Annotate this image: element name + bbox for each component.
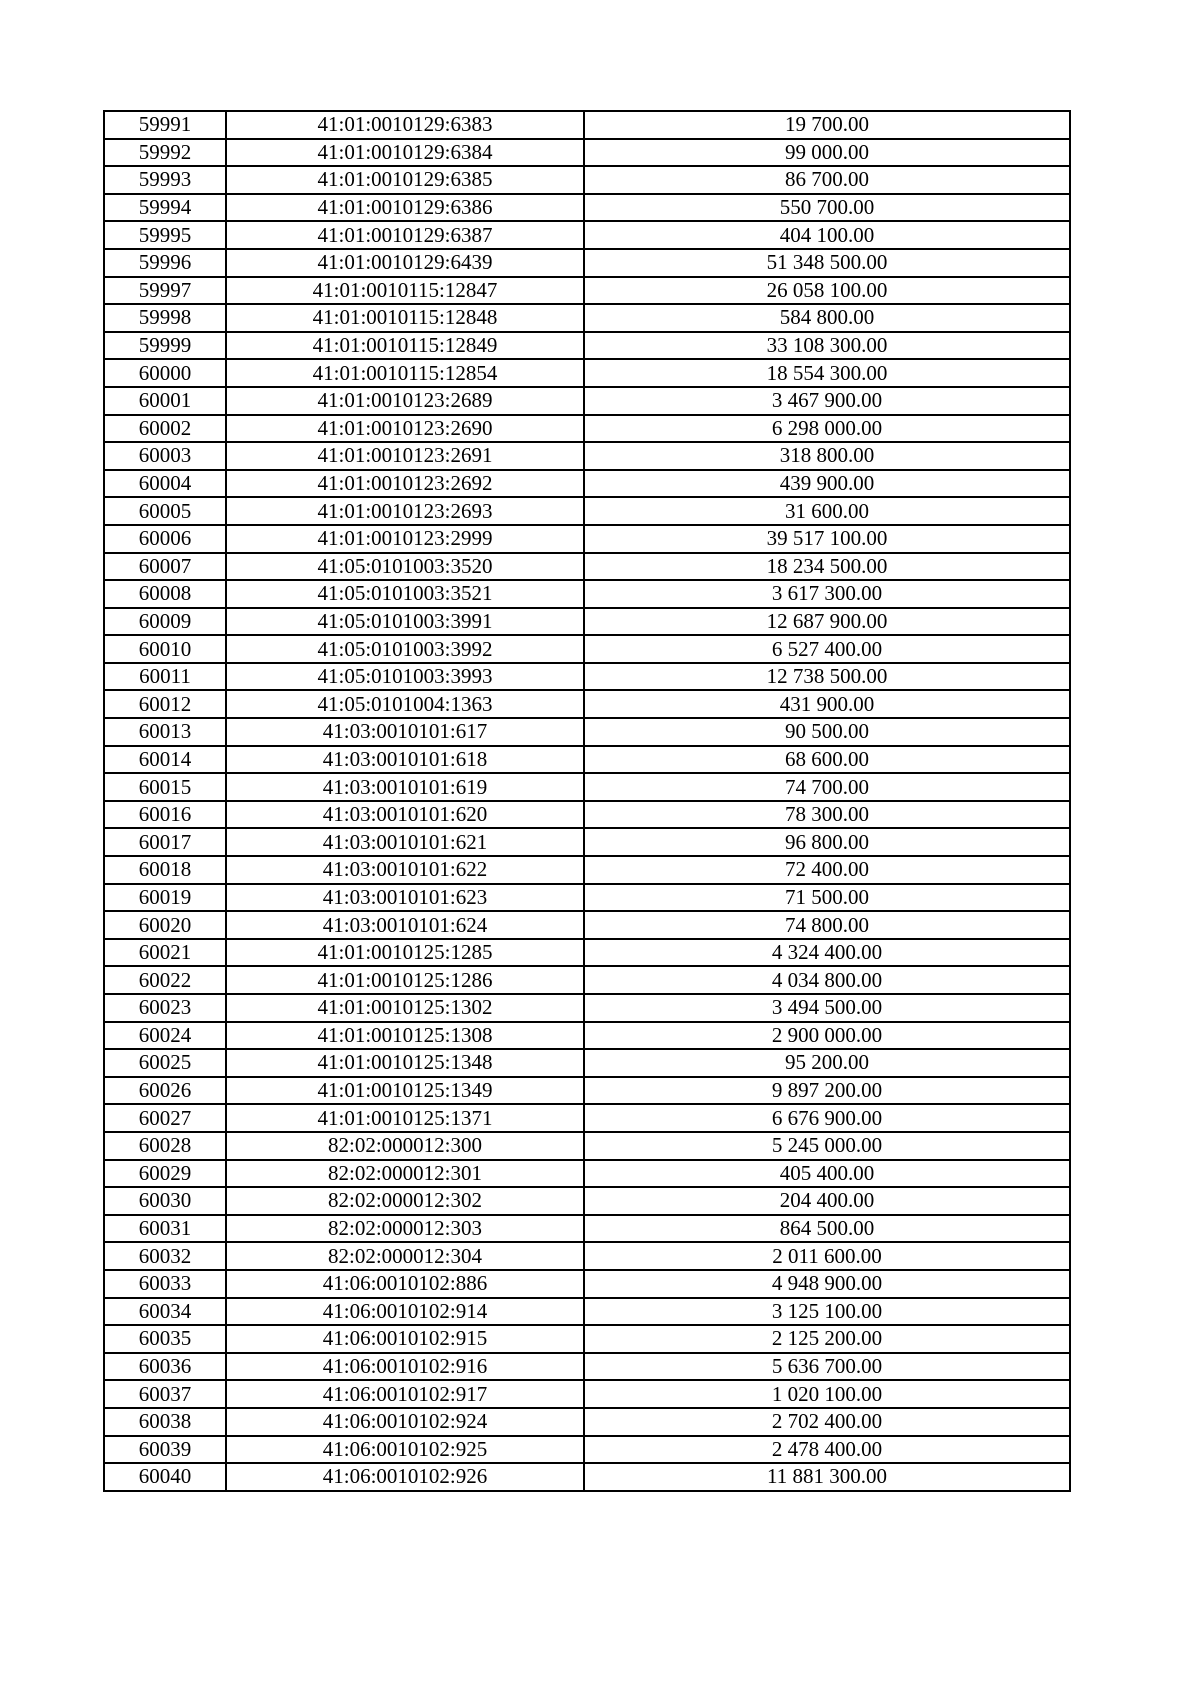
table-row [104, 801, 1070, 829]
cadastral-number-cell: 41:05:0101004:1363 [226, 690, 584, 718]
cadastral-value-table [103, 110, 1071, 1492]
cadastral-value-cell: 404 100.00 [584, 221, 1070, 249]
row-number-cell: 60016 [104, 801, 226, 829]
cadastral-number-cell: 82:02:000012:301 [226, 1160, 584, 1188]
cadastral-number-cell: 41:06:0010102:926 [226, 1463, 584, 1491]
row-number-cell: 60017 [104, 828, 226, 856]
cadastral-value-cell: 90 500.00 [584, 718, 1070, 746]
cadastral-value-cell: 6 676 900.00 [584, 1104, 1070, 1132]
table-row [104, 608, 1070, 636]
table-body [104, 111, 1070, 1491]
table-row [104, 1298, 1070, 1326]
cadastral-value-cell: 3 617 300.00 [584, 580, 1070, 608]
table-row [104, 194, 1070, 222]
cadastral-value-cell: 3 494 500.00 [584, 994, 1070, 1022]
row-number-cell: 60006 [104, 525, 226, 553]
cadastral-number-cell: 41:05:0101003:3991 [226, 608, 584, 636]
row-number-cell: 60015 [104, 773, 226, 801]
row-number-cell: 60039 [104, 1436, 226, 1464]
cadastral-number-cell: 41:03:0010101:624 [226, 911, 584, 939]
row-number-cell: 59991 [104, 111, 226, 139]
table-row [104, 359, 1070, 387]
cadastral-value-cell: 318 800.00 [584, 442, 1070, 470]
cadastral-number-cell: 41:01:0010115:12854 [226, 359, 584, 387]
row-number-cell: 60000 [104, 359, 226, 387]
row-number-cell: 60023 [104, 994, 226, 1022]
cadastral-value-cell: 4 324 400.00 [584, 939, 1070, 967]
row-number-cell: 60001 [104, 387, 226, 415]
row-number-cell: 59992 [104, 139, 226, 167]
cadastral-number-cell: 41:01:0010125:1308 [226, 1022, 584, 1050]
table-row [104, 525, 1070, 553]
table-row [104, 1215, 1070, 1243]
cadastral-number-cell: 41:06:0010102:924 [226, 1408, 584, 1436]
row-number-cell: 60009 [104, 608, 226, 636]
row-number-cell: 60011 [104, 663, 226, 691]
table-row [104, 249, 1070, 277]
cadastral-value-cell: 72 400.00 [584, 856, 1070, 884]
cadastral-number-cell: 41:03:0010101:619 [226, 773, 584, 801]
table-row [104, 1325, 1070, 1353]
cadastral-number-cell: 41:01:0010125:1371 [226, 1104, 584, 1132]
cadastral-number-cell: 41:05:0101003:3521 [226, 580, 584, 608]
row-number-cell: 59997 [104, 277, 226, 305]
row-number-cell: 60004 [104, 470, 226, 498]
row-number-cell: 60033 [104, 1270, 226, 1298]
cadastral-number-cell: 41:06:0010102:925 [226, 1436, 584, 1464]
table-row [104, 277, 1070, 305]
table-row [104, 1132, 1070, 1160]
row-number-cell: 60025 [104, 1049, 226, 1077]
row-number-cell: 60037 [104, 1380, 226, 1408]
cadastral-value-cell: 33 108 300.00 [584, 332, 1070, 360]
cadastral-number-cell: 41:06:0010102:915 [226, 1325, 584, 1353]
row-number-cell: 59993 [104, 166, 226, 194]
cadastral-number-cell: 41:01:0010123:2693 [226, 497, 584, 525]
cadastral-number-cell: 41:06:0010102:914 [226, 1298, 584, 1326]
cadastral-value-cell: 12 738 500.00 [584, 663, 1070, 691]
cadastral-value-cell: 2 900 000.00 [584, 1022, 1070, 1050]
cadastral-number-cell: 41:01:0010115:12849 [226, 332, 584, 360]
row-number-cell: 59998 [104, 304, 226, 332]
row-number-cell: 60024 [104, 1022, 226, 1050]
row-number-cell: 60019 [104, 884, 226, 912]
cadastral-number-cell: 82:02:000012:303 [226, 1215, 584, 1243]
table-row [104, 442, 1070, 470]
cadastral-number-cell: 41:01:0010123:2692 [226, 470, 584, 498]
table-row [104, 966, 1070, 994]
table-row [104, 332, 1070, 360]
cadastral-value-cell: 68 600.00 [584, 746, 1070, 774]
cadastral-number-cell: 82:02:000012:304 [226, 1242, 584, 1270]
row-number-cell: 60031 [104, 1215, 226, 1243]
table-row [104, 1049, 1070, 1077]
row-number-cell: 60029 [104, 1160, 226, 1188]
cadastral-number-cell: 41:01:0010125:1286 [226, 966, 584, 994]
cadastral-value-cell: 2 478 400.00 [584, 1436, 1070, 1464]
table-row [104, 884, 1070, 912]
cadastral-value-cell: 71 500.00 [584, 884, 1070, 912]
row-number-cell: 60020 [104, 911, 226, 939]
row-number-cell: 60002 [104, 415, 226, 443]
cadastral-value-cell: 439 900.00 [584, 470, 1070, 498]
table-row [104, 1104, 1070, 1132]
row-number-cell: 60012 [104, 690, 226, 718]
row-number-cell: 60005 [104, 497, 226, 525]
cadastral-value-cell: 405 400.00 [584, 1160, 1070, 1188]
cadastral-number-cell: 41:01:0010125:1302 [226, 994, 584, 1022]
table-row [104, 1077, 1070, 1105]
cadastral-number-cell: 41:01:0010123:2689 [226, 387, 584, 415]
cadastral-number-cell: 41:05:0101003:3520 [226, 553, 584, 581]
row-number-cell: 60018 [104, 856, 226, 884]
table-row [104, 773, 1070, 801]
cadastral-number-cell: 41:01:0010129:6386 [226, 194, 584, 222]
cadastral-number-cell: 41:05:0101003:3993 [226, 663, 584, 691]
table-row [104, 1187, 1070, 1215]
table-row [104, 1436, 1070, 1464]
cadastral-number-cell: 41:01:0010123:2691 [226, 442, 584, 470]
row-number-cell: 60032 [104, 1242, 226, 1270]
row-number-cell: 60028 [104, 1132, 226, 1160]
cadastral-value-cell: 39 517 100.00 [584, 525, 1070, 553]
row-number-cell: 60014 [104, 746, 226, 774]
table-row [104, 221, 1070, 249]
cadastral-number-cell: 41:06:0010102:886 [226, 1270, 584, 1298]
cadastral-value-cell: 5 245 000.00 [584, 1132, 1070, 1160]
table-row [104, 1242, 1070, 1270]
table-row [104, 580, 1070, 608]
table-row [104, 663, 1070, 691]
cadastral-number-cell: 41:01:0010115:12847 [226, 277, 584, 305]
cadastral-value-cell: 6 298 000.00 [584, 415, 1070, 443]
cadastral-number-cell: 41:03:0010101:618 [226, 746, 584, 774]
row-number-cell: 60021 [104, 939, 226, 967]
row-number-cell: 60026 [104, 1077, 226, 1105]
table-row [104, 470, 1070, 498]
cadastral-value-cell: 4 948 900.00 [584, 1270, 1070, 1298]
cadastral-number-cell: 41:01:0010129:6385 [226, 166, 584, 194]
cadastral-number-cell: 41:03:0010101:622 [226, 856, 584, 884]
row-number-cell: 60036 [104, 1353, 226, 1381]
table-row [104, 828, 1070, 856]
cadastral-value-cell: 864 500.00 [584, 1215, 1070, 1243]
table-row [104, 553, 1070, 581]
table-row [104, 1022, 1070, 1050]
cadastral-value-cell: 31 600.00 [584, 497, 1070, 525]
table-row [104, 994, 1070, 1022]
cadastral-value-cell: 3 125 100.00 [584, 1298, 1070, 1326]
cadastral-value-cell: 431 900.00 [584, 690, 1070, 718]
row-number-cell: 60013 [104, 718, 226, 746]
row-number-cell: 60008 [104, 580, 226, 608]
cadastral-value-cell: 2 702 400.00 [584, 1408, 1070, 1436]
cadastral-value-cell: 6 527 400.00 [584, 635, 1070, 663]
cadastral-value-cell: 204 400.00 [584, 1187, 1070, 1215]
cadastral-number-cell: 82:02:000012:302 [226, 1187, 584, 1215]
cadastral-value-cell: 1 020 100.00 [584, 1380, 1070, 1408]
row-number-cell: 59999 [104, 332, 226, 360]
cadastral-number-cell: 41:03:0010101:621 [226, 828, 584, 856]
table-row [104, 635, 1070, 663]
table-row [104, 1463, 1070, 1491]
row-number-cell: 60022 [104, 966, 226, 994]
cadastral-value-cell: 26 058 100.00 [584, 277, 1070, 305]
cadastral-number-cell: 41:05:0101003:3992 [226, 635, 584, 663]
row-number-cell: 60034 [104, 1298, 226, 1326]
cadastral-value-cell: 18 554 300.00 [584, 359, 1070, 387]
table-row [104, 304, 1070, 332]
row-number-cell: 60007 [104, 553, 226, 581]
cadastral-value-cell: 74 800.00 [584, 911, 1070, 939]
cadastral-value-cell: 95 200.00 [584, 1049, 1070, 1077]
cadastral-value-cell: 11 881 300.00 [584, 1463, 1070, 1491]
cadastral-number-cell: 41:06:0010102:917 [226, 1380, 584, 1408]
cadastral-number-cell: 41:03:0010101:620 [226, 801, 584, 829]
cadastral-value-cell: 86 700.00 [584, 166, 1070, 194]
table-row [104, 166, 1070, 194]
row-number-cell: 60027 [104, 1104, 226, 1132]
cadastral-value-cell: 74 700.00 [584, 773, 1070, 801]
cadastral-value-cell: 4 034 800.00 [584, 966, 1070, 994]
cadastral-number-cell: 41:03:0010101:617 [226, 718, 584, 746]
cadastral-number-cell: 41:01:0010129:6383 [226, 111, 584, 139]
table-row [104, 911, 1070, 939]
cadastral-number-cell: 82:02:000012:300 [226, 1132, 584, 1160]
cadastral-value-cell: 99 000.00 [584, 139, 1070, 167]
table-row [104, 139, 1070, 167]
cadastral-value-cell: 51 348 500.00 [584, 249, 1070, 277]
cadastral-number-cell: 41:01:0010125:1348 [226, 1049, 584, 1077]
table-row [104, 1353, 1070, 1381]
table-row [104, 1380, 1070, 1408]
cadastral-value-cell: 5 636 700.00 [584, 1353, 1070, 1381]
cadastral-value-cell: 2 011 600.00 [584, 1242, 1070, 1270]
cadastral-value-cell: 3 467 900.00 [584, 387, 1070, 415]
cadastral-number-cell: 41:01:0010129:6439 [226, 249, 584, 277]
row-number-cell: 60038 [104, 1408, 226, 1436]
table-row [104, 746, 1070, 774]
cadastral-value-cell: 584 800.00 [584, 304, 1070, 332]
table-row [104, 1160, 1070, 1188]
row-number-cell: 60003 [104, 442, 226, 470]
row-number-cell: 60035 [104, 1325, 226, 1353]
row-number-cell: 60040 [104, 1463, 226, 1491]
cadastral-value-cell: 2 125 200.00 [584, 1325, 1070, 1353]
cadastral-number-cell: 41:01:0010129:6387 [226, 221, 584, 249]
cadastral-number-cell: 41:01:0010123:2690 [226, 415, 584, 443]
table-row [104, 690, 1070, 718]
cadastral-number-cell: 41:01:0010129:6384 [226, 139, 584, 167]
cadastral-number-cell: 41:01:0010115:12848 [226, 304, 584, 332]
cadastral-value-cell: 550 700.00 [584, 194, 1070, 222]
cadastral-value-cell: 18 234 500.00 [584, 553, 1070, 581]
cadastral-value-cell: 12 687 900.00 [584, 608, 1070, 636]
cadastral-number-cell: 41:01:0010125:1349 [226, 1077, 584, 1105]
cadastral-number-cell: 41:03:0010101:623 [226, 884, 584, 912]
cadastral-number-cell: 41:06:0010102:916 [226, 1353, 584, 1381]
table-row [104, 1408, 1070, 1436]
table-row [104, 1270, 1070, 1298]
table-row [104, 718, 1070, 746]
cadastral-value-cell: 9 897 200.00 [584, 1077, 1070, 1105]
table-row [104, 497, 1070, 525]
table-row [104, 856, 1070, 884]
row-number-cell: 59995 [104, 221, 226, 249]
cadastral-value-cell: 96 800.00 [584, 828, 1070, 856]
table-row [104, 387, 1070, 415]
row-number-cell: 60030 [104, 1187, 226, 1215]
cadastral-number-cell: 41:01:0010123:2999 [226, 525, 584, 553]
table-row [104, 415, 1070, 443]
cadastral-value-cell: 19 700.00 [584, 111, 1070, 139]
row-number-cell: 60010 [104, 635, 226, 663]
cadastral-number-cell: 41:01:0010125:1285 [226, 939, 584, 967]
table-row [104, 939, 1070, 967]
row-number-cell: 59994 [104, 194, 226, 222]
row-number-cell: 59996 [104, 249, 226, 277]
table-row [104, 111, 1070, 139]
cadastral-value-cell: 78 300.00 [584, 801, 1070, 829]
